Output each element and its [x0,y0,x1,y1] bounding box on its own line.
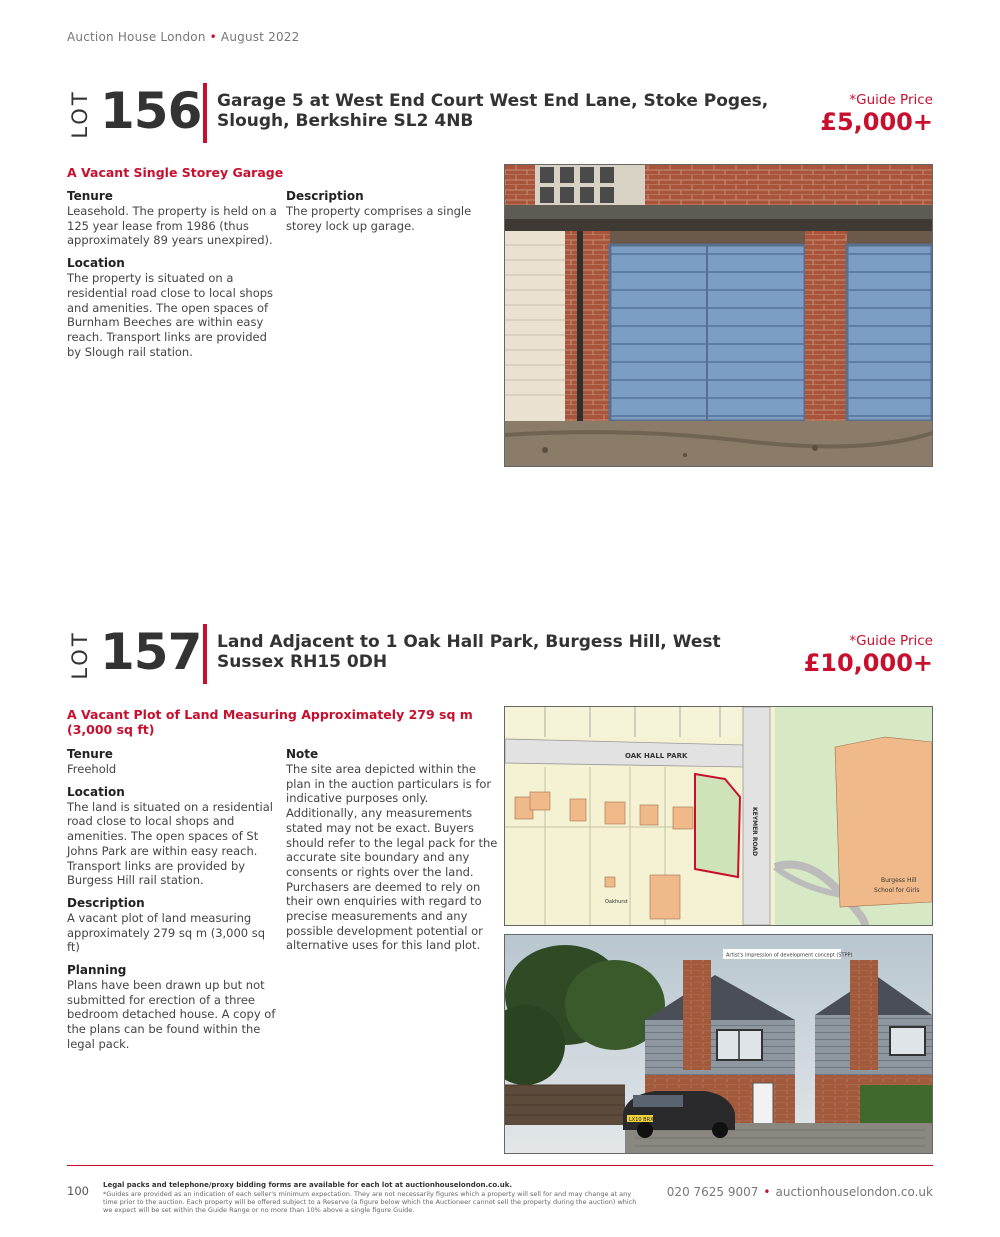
details-left-column [67,747,279,1060]
description-text: A vacant plot of land measuring approximately 279 sq m (3,000 sq ft) [67,910,266,955]
lot-number: 156 [100,82,202,140]
footer-divider [67,1165,933,1166]
location-heading: Location [67,784,125,799]
separator-dot: • [763,1185,771,1199]
footer-phone: 020 7625 9007 [666,1185,759,1199]
details-right-column [286,189,484,241]
issue-date: August 2022 [220,30,300,44]
artist-impression-render [504,934,933,1154]
note-heading: Note [286,747,319,761]
garage-photo [504,164,933,467]
map-house-label: Oakhurst [605,899,628,905]
location-text: The land is situated on a residential road close to local shops and amenities. The open spaces of St Johns Park are within easy reach. Transport links are provided by Burgess Hill rail station. [67,799,273,888]
lot-title: Garage 5 at West End Court West End Lane, Stoke Poges, Slough, Berkshire SL2 4NB [217,91,769,131]
separator-dot: • [209,30,217,44]
tenure-heading: Tenure [67,747,113,761]
tenure-text: Freehold [67,762,117,776]
map-road-oak-hall: OAK HALL PARK [625,752,688,760]
planning-text: Plans have been drawn up but not submitted for erection of a three bedroom detached house. A copy of the plans can be found within the legal pack. [67,978,276,1051]
lot-title: Land Adjacent to 1 Oak Hall Park, Burgess Hill, West Sussex RH15 0DH [217,632,721,672]
footer-guide-note: *Guides are provided as an indication of each seller's minimum expectation. They are not necessarily figures which a property will sell for and may change at any time prior to the auction. Each property will be offered subject to a Reserve (a figure below which the Auctioneer cannot sell the property during the auction) which we expect will be set within the Guide Range or no more than 10% above a single figure Guide. [103,1190,637,1214]
map-school-label-2: School for Girls [874,887,920,894]
planning-heading: Planning [67,963,127,978]
description-text: The property comprises a single storey lock up garage. [286,204,472,233]
note-text: The site area depicted within the plan in the auction particulars is for indicative purposes only. Additionally, any measurements stated may not be exact. Buyers should refer to the legal pack for the accurate site boundary and any consents or rights over the land. Purchasers are deemed to rely on their own enquiries with regard to precise measurements and any possible development potential or alternative uses for this land plot. [286,762,498,953]
details-left-column [67,189,279,367]
footer-notes [103,1181,643,1214]
lot-divider [203,624,207,684]
location-text: The property is situated on a residential road close to local shops and amenities. The open spaces of Burnham Beeches are within easy reach. Transport links are provided by Slough rail station. [67,271,274,359]
render-caption: Artist's impression of development concept (STPP) [726,952,853,959]
lot-156 [67,83,933,543]
tenure-text: Leasehold. The property is held on a 125 year lease from 1986 (thus approximately 89 years unexpired). [67,204,277,248]
details-right-column [286,747,498,961]
tenure-heading: Tenure [67,189,113,203]
lot-subheading: A Vacant Plot of Land Measuring Approximately 279 sq m (3,000 sq ft) [67,707,473,737]
map-road-keymer: KEYMER ROAD [751,807,758,857]
description-heading: Description [67,895,145,910]
guide-price-label: *Guide Price [849,92,933,108]
guide-price: £10,000+ [803,649,933,677]
lot-divider [203,83,207,143]
description-heading: Description [286,189,364,203]
guide-price-label: *Guide Price [849,633,933,649]
publisher-name: Auction House London [67,30,206,44]
site-plan-map [504,706,933,926]
lot-label: LOT [68,630,92,680]
lot-number: 157 [100,623,202,681]
footer-contact [667,1185,933,1199]
footer-legal-note: Legal packs and telephone/proxy bidding forms are available for each lot at auctionhouselondon.co.uk. [103,1181,513,1189]
page-header [67,30,299,44]
location-heading: Location [67,256,125,271]
lot-subheading: A Vacant Single Storey Garage [67,165,284,180]
car-plate: LX10 BRX [629,1117,654,1123]
guide-price: £5,000+ [820,108,933,136]
lot-157 [67,624,933,1164]
page-number: 100 [67,1184,89,1198]
lot-label: LOT [68,89,92,139]
map-school-label-1: Burgess Hill [881,877,917,884]
footer-website[interactable]: auctionhouselondon.co.uk [775,1185,933,1199]
